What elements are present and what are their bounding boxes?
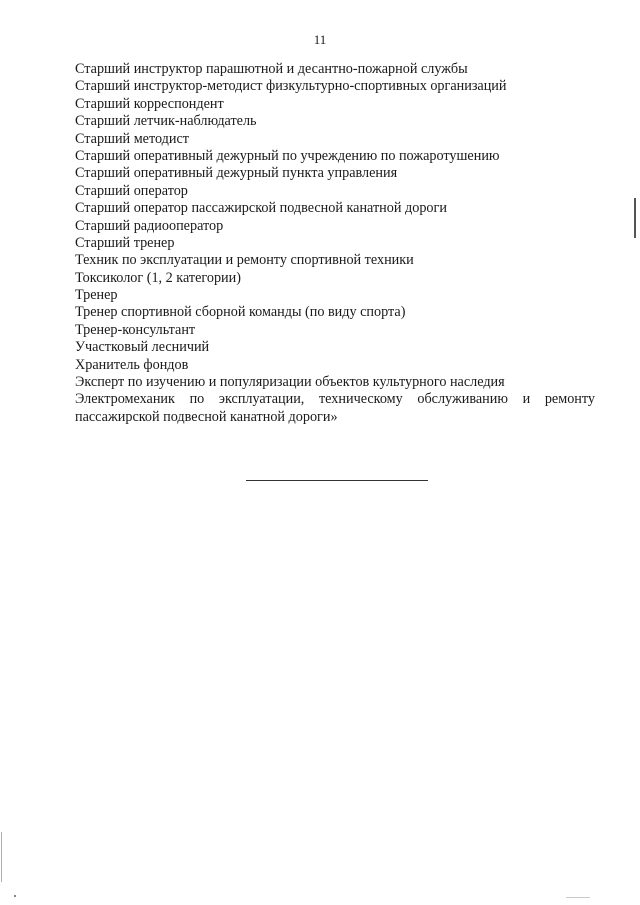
position-list (75, 61, 595, 426)
list-item: Тренер (75, 287, 118, 304)
page-number: 11 (313, 32, 327, 47)
list-item: Старший оперативный дежурный пункта управления (75, 165, 398, 182)
list-item: Старший оперативный дежурный по учреждению по пожаротушению (75, 147, 500, 164)
list-item: Старший тренер (75, 234, 175, 251)
list-item: Старший оператор (75, 182, 188, 199)
list-item: Старший инструктор-методист физкультурно-спортивных организаций (75, 78, 507, 95)
list-item: Электромеханик по эксплуатации, техническому обслуживанию и ремонту пассажирской подвесной канатной дороги» (75, 391, 595, 425)
list-item: Старший методист (75, 130, 189, 147)
scan-edge-mark (1, 832, 2, 882)
list-item: Старший летчик-наблюдатель (75, 113, 257, 130)
list-item: Старший оператор пассажирской подвесной канатной дороги (75, 200, 447, 217)
list-item: Техник по эксплуатации и ремонту спортивной техники (75, 252, 414, 269)
scan-speck (566, 897, 590, 898)
list-item: Старший инструктор парашютной и десантно-пожарной службы (75, 61, 468, 77)
list-item: Участковый лесничий (75, 339, 210, 356)
scan-edge-mark (634, 198, 636, 238)
list-item: Токсиколог (1, 2 категории) (75, 269, 241, 286)
list-item: Хранитель фондов (75, 356, 189, 373)
closing-rule (246, 480, 428, 481)
list-item: Старший радиооператор (75, 217, 224, 234)
list-item: Тренер спортивной сборной команды (по виду спорта) (75, 304, 406, 321)
list-item: Старший корреспондент (75, 95, 224, 112)
list-item: Тренер-консультант (75, 321, 196, 338)
list-item: Эксперт по изучению и популяризации объектов культурного наследия (75, 374, 505, 391)
scan-speck (14, 895, 16, 897)
